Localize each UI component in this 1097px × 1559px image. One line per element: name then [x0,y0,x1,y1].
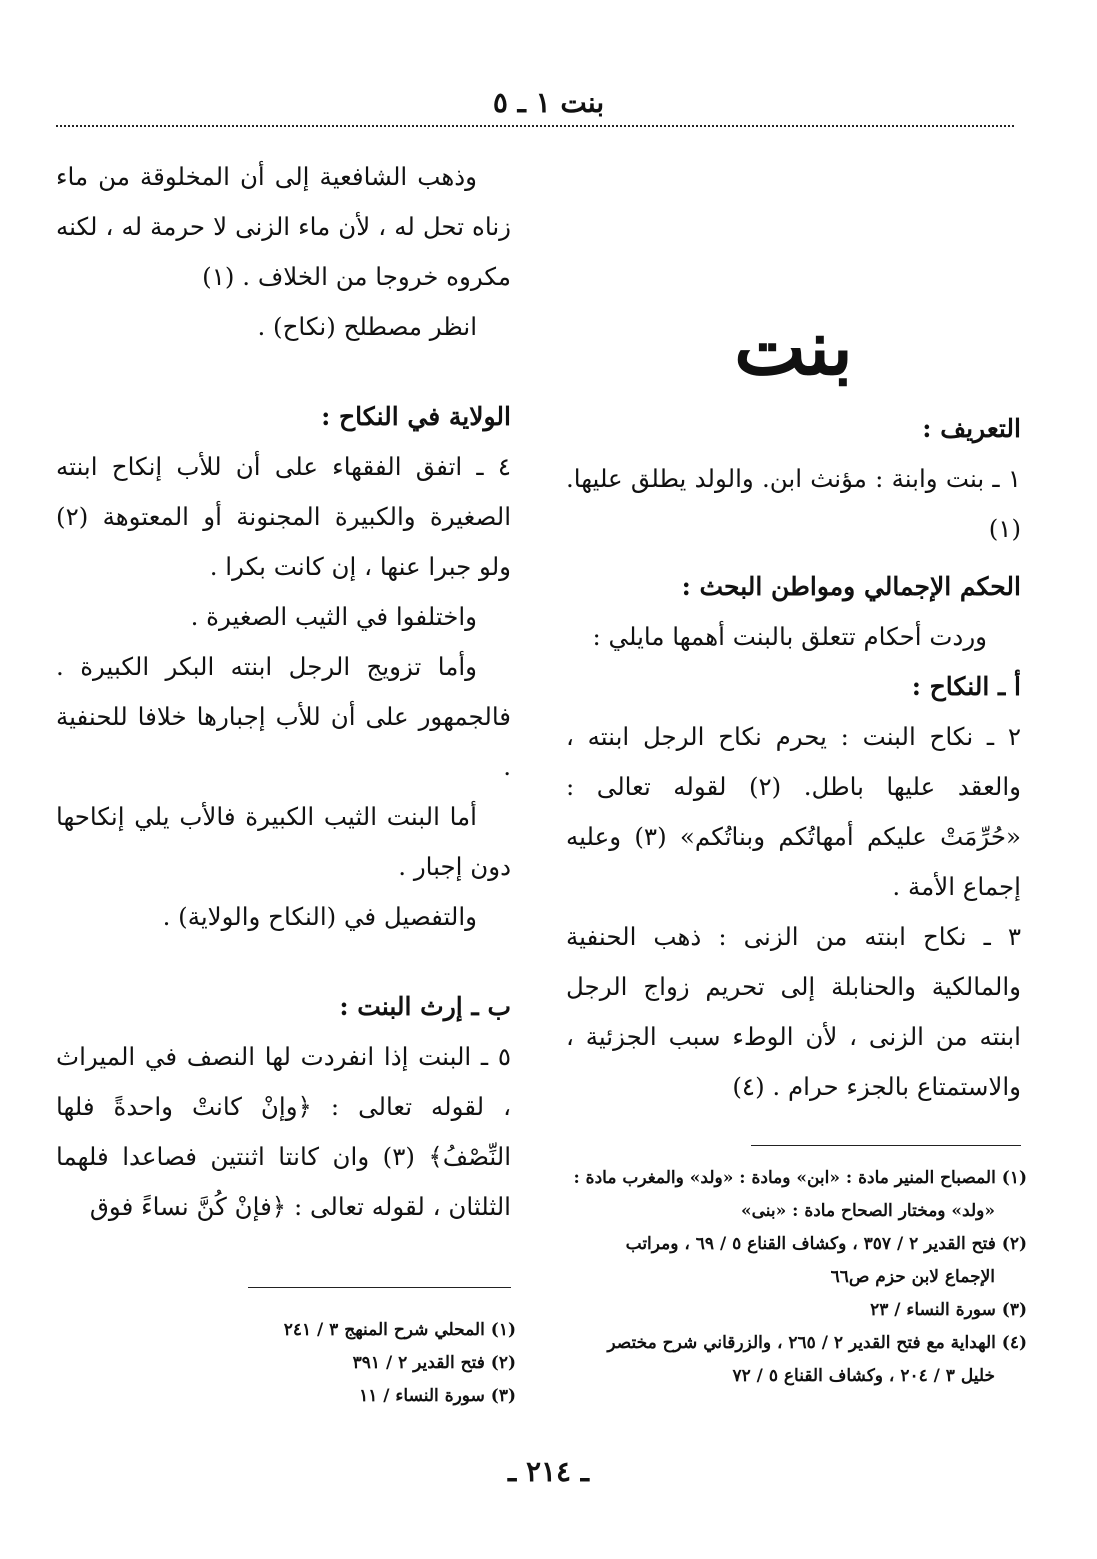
footnote-left-2: (٢) فتح القدير ٢ / ٣٩١ [352,1353,516,1373]
footnote-right-4: (٤) الهداية مع فتح القدير ٢ / ٢٦٥ ، والزرقاني شرح مختصر [607,1333,1027,1353]
running-header: بنت ١ ـ ٥ [492,86,605,119]
footnote-right-2-cont: الإجماع لابن حزم ص٦٦ [830,1267,995,1287]
footnote-right-1-cont: «ولد» ومختار الصحاح مادة : «بنى» [740,1201,995,1221]
footnote-right-2: (٢) فتح القدير ٢ / ٣٥٧ ، وكشاف القناع ٥ / ٦٩ ، ومراتب [625,1234,1027,1254]
adult-thayyib-paragraph: أما البنت الثيب الكبيرة فالأب يلي إنكاحها دون إجبار . [56,802,511,881]
irth-heading: ب ـ إرث البنت : [339,992,511,1021]
footnote-right-3: (٣) سورة النساء / ٢٣ [870,1300,1027,1320]
entry-title: بنت [734,303,853,392]
left-column [56,152,511,1232]
footnotes-left [56,1314,516,1413]
ruling-intro: وردت أحكام تتعلق بالبنت أهمها مايلي : [592,622,987,651]
header-dotted-rule [56,125,1014,127]
details-reference: والتفصيل في (النكاح والولاية) . [162,902,477,931]
paragraph-4: ٤ ـ اتفق الفقهاء على أن للأب إنكاح ابنته الصغيرة والكبيرة المجنونة أو المعتوهة (٢) ولو جبرا عنها ، إن كانت بكرا . [56,452,511,581]
disagreement-line: واختلفوا في الثيب الصغيرة . [190,602,477,631]
footnote-right-4-cont: خليل ٣ / ٢٠٤ ، وكشاف القناع ٥ / ٧٢ [732,1366,995,1386]
footnote-rule-left [248,1287,511,1288]
adult-virgin-paragraph: وأما تزويج الرجل ابنته البكر الكبيرة . فالجمهور على أن للأب إجبارها خلافا للحنفية . [56,652,511,781]
right-column [566,148,1021,1112]
paragraph-5: ٥ ـ البنت إذا انفردت لها النصف في الميراث ، لقوله تعالى : ﴿وإنْ كانتْ واحدةً فلها النِّصْفُ﴾ (٣) وان كانتا اثنتين فصاعدا فلهما الثلثان ، لقوله تعالى : ﴿فإنْ كُنَّ نساءً فوق [56,1042,511,1221]
footnote-right-1: (١) المصباح المنير مادة : «ابن» ومادة : «ولد» والمغرب مادة : [573,1168,1027,1188]
wilaya-heading: الولاية في النكاح : [321,402,511,431]
paragraph-2: ٢ ـ نكاح البنت : يحرم نكاح الرجل ابنته ، والعقد عليها باطل. (٢) لقوله تعالى : «حُرِّمَتْ عليكم أمهاتُكم وبناتُكم» (٣) وعليه إجماع الأمة . [566,722,1022,901]
ruling-heading: الحكم الإجمالي ومواطن البحث : [681,572,1021,601]
definition-heading: التعريف : [922,414,1021,443]
paragraph-3: ٣ ـ نكاح ابنته من الزنى : ذهب الحنفية والمالكية والحنابلة إلى تحريم زواج الرجل ابنته من الزنى ، لأن الوطء سبب الجزئية ، والاستمتاع بالجزء حرام . (٤) [566,922,1021,1101]
footnote-rule-right [751,1145,1021,1146]
nikah-heading: أ ـ النكاح : [911,672,1021,701]
footnote-left-3: (٣) سورة النساء / ١١ [359,1386,516,1406]
footnote-left-1: (١) المحلي شرح المنهج ٣ / ٢٤١ [283,1320,516,1340]
shafii-paragraph: وذهب الشافعية إلى أن المخلوقة من ماء زناه تحل له ، لأن ماء الزنى لا حرمة له ، لكنه مكروه خروجا من الخلاف . (١) [56,162,511,291]
definition-paragraph: ١ ـ بنت وابنة : مؤنث ابن. والولد يطلق عليها. (١) [566,464,1021,543]
footnotes-right [557,1162,1027,1393]
see-nikah-reference: انظر مصطلح (نكاح) . [257,312,477,341]
page-number: ـ ٢١٤ ـ [507,1455,590,1488]
